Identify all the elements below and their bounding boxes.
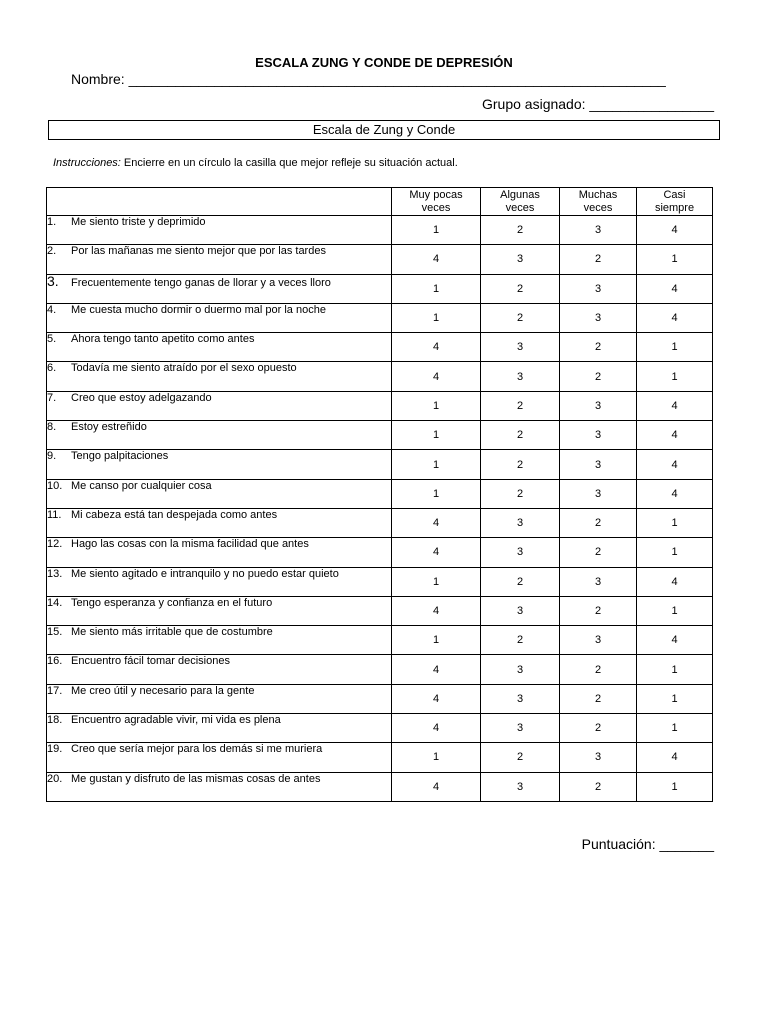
answer-option[interactable]: 2 bbox=[560, 508, 637, 537]
question-cell bbox=[47, 772, 392, 801]
table-header-row bbox=[47, 188, 713, 216]
answer-option[interactable]: 1 bbox=[392, 421, 481, 450]
table-row bbox=[47, 391, 713, 420]
answer-option[interactable]: 3 bbox=[481, 508, 560, 537]
question-text: Tengo palpitaciones bbox=[71, 450, 169, 463]
table-row bbox=[47, 655, 713, 684]
question-cell bbox=[47, 479, 392, 508]
question-number: 2. bbox=[47, 245, 57, 258]
question-cell bbox=[47, 450, 392, 479]
answer-option[interactable]: 3 bbox=[481, 362, 560, 391]
question-number: 16. bbox=[47, 655, 63, 668]
question-text: Encuentro fácil tomar decisiones bbox=[71, 655, 230, 668]
answer-option[interactable]: 1 bbox=[392, 626, 481, 655]
answer-option[interactable]: 2 bbox=[481, 743, 560, 772]
table-row bbox=[47, 538, 713, 567]
answer-option[interactable]: 4 bbox=[392, 596, 481, 625]
instructions-lead: Instrucciones: bbox=[53, 157, 121, 169]
question-cell bbox=[47, 626, 392, 655]
answer-option[interactable]: 3 bbox=[560, 216, 637, 245]
question-cell bbox=[47, 362, 392, 391]
answer-option[interactable]: 4 bbox=[392, 538, 481, 567]
answer-option[interactable]: 1 bbox=[392, 479, 481, 508]
question-text: Todavía me siento atraído por el sexo opuesto bbox=[71, 362, 297, 375]
question-cell bbox=[47, 274, 392, 303]
answer-option[interactable]: 3 bbox=[481, 538, 560, 567]
name-blank[interactable]: _____________________________________________________________________ bbox=[128, 71, 666, 87]
question-number: 13. bbox=[47, 567, 63, 580]
question-text: Encuentro agradable vivir, mi vida es plena bbox=[71, 714, 281, 727]
page-title: ESCALA ZUNG Y CONDE DE DEPRESIÓN bbox=[255, 55, 513, 70]
answer-option[interactable]: 2 bbox=[560, 596, 637, 625]
question-cell bbox=[47, 538, 392, 567]
answer-option[interactable]: 2 bbox=[560, 772, 637, 801]
question-cell bbox=[47, 333, 392, 362]
answer-option[interactable]: 2 bbox=[560, 684, 637, 713]
question-text: Me creo útil y necesario para la gente bbox=[71, 684, 255, 697]
question-number: 17. bbox=[47, 684, 63, 697]
answer-option[interactable]: 1 bbox=[637, 655, 713, 684]
question-text: Me gustan y disfruto de las mismas cosas de antes bbox=[71, 772, 321, 785]
answer-option[interactable]: 2 bbox=[481, 391, 560, 420]
score-field[interactable] bbox=[582, 836, 714, 852]
name-field[interactable] bbox=[71, 71, 666, 87]
answer-option[interactable]: 3 bbox=[481, 333, 560, 362]
question-number: 7. bbox=[47, 391, 57, 404]
question-text: Creo que sería mejor para los demás si me muriera bbox=[71, 743, 323, 756]
question-number: 11. bbox=[47, 508, 62, 521]
answer-option[interactable]: 3 bbox=[481, 655, 560, 684]
answer-option[interactable]: 4 bbox=[392, 772, 481, 801]
group-field[interactable] bbox=[482, 96, 714, 112]
question-text: Me canso por cualquier cosa bbox=[71, 479, 212, 492]
answer-option[interactable]: 2 bbox=[481, 567, 560, 596]
table-row bbox=[47, 684, 713, 713]
answer-option[interactable]: 1 bbox=[392, 391, 481, 420]
table-row bbox=[47, 479, 713, 508]
group-blank[interactable]: ________________ bbox=[589, 96, 714, 112]
answer-option[interactable]: 3 bbox=[560, 567, 637, 596]
table-row bbox=[47, 596, 713, 625]
table-row bbox=[47, 421, 713, 450]
answer-option[interactable]: 4 bbox=[392, 714, 481, 743]
question-cell bbox=[47, 743, 392, 772]
answer-option[interactable]: 1 bbox=[637, 362, 713, 391]
answer-option[interactable]: 2 bbox=[560, 333, 637, 362]
answer-option[interactable]: 1 bbox=[637, 538, 713, 567]
question-cell bbox=[47, 596, 392, 625]
answer-option[interactable]: 3 bbox=[560, 391, 637, 420]
answer-option[interactable]: 3 bbox=[560, 421, 637, 450]
question-number: 14. bbox=[47, 596, 63, 609]
question-number: 1. bbox=[47, 216, 57, 228]
answer-option[interactable]: 2 bbox=[481, 450, 560, 479]
table-row bbox=[47, 216, 713, 245]
table-row bbox=[47, 772, 713, 801]
question-number: 9. bbox=[47, 450, 57, 463]
answer-option[interactable]: 3 bbox=[481, 684, 560, 713]
question-number: 12. bbox=[47, 538, 63, 551]
question-text: Me siento más irritable que de costumbre bbox=[71, 626, 273, 639]
answer-option[interactable]: 1 bbox=[637, 772, 713, 801]
answer-option[interactable]: 1 bbox=[637, 714, 713, 743]
answer-option[interactable]: 1 bbox=[637, 333, 713, 362]
answer-option[interactable]: 1 bbox=[392, 743, 481, 772]
answer-option[interactable]: 3 bbox=[481, 245, 560, 274]
table-row bbox=[47, 743, 713, 772]
answer-option[interactable]: 2 bbox=[560, 245, 637, 274]
name-label: Nombre: bbox=[71, 71, 125, 87]
question-cell bbox=[47, 245, 392, 274]
answer-option[interactable]: 1 bbox=[392, 303, 481, 332]
question-text: Estoy estreñido bbox=[71, 421, 147, 434]
header-blank-cell bbox=[47, 188, 392, 216]
question-text: Creo que estoy adelgazando bbox=[71, 391, 212, 404]
question-number: 10. bbox=[47, 479, 63, 492]
answer-option[interactable]: 3 bbox=[560, 303, 637, 332]
answer-option[interactable]: 2 bbox=[481, 216, 560, 245]
answer-option[interactable]: 1 bbox=[392, 567, 481, 596]
instructions-text: Encierre en un círculo la casilla que mejor refleje su situación actual. bbox=[120, 157, 458, 169]
answer-option[interactable]: 1 bbox=[392, 450, 481, 479]
column-header-muchas-veces: Muchas veces bbox=[560, 188, 637, 216]
answer-option[interactable]: 4 bbox=[392, 245, 481, 274]
answer-option[interactable]: 1 bbox=[637, 245, 713, 274]
answer-option[interactable]: 3 bbox=[560, 274, 637, 303]
question-number: 19. bbox=[47, 743, 63, 756]
question-number: 18. bbox=[47, 714, 63, 727]
survey-table bbox=[46, 187, 713, 802]
answer-option[interactable]: 1 bbox=[637, 684, 713, 713]
question-text: Me siento triste y deprimido bbox=[71, 216, 206, 228]
column-header-casi-siempre: Casi siempre bbox=[637, 188, 713, 216]
question-cell bbox=[47, 567, 392, 596]
survey-body bbox=[47, 216, 713, 802]
answer-option[interactable]: 4 bbox=[392, 684, 481, 713]
table-row bbox=[47, 508, 713, 537]
question-number: 4. bbox=[47, 303, 57, 316]
table-row bbox=[47, 333, 713, 362]
answer-option[interactable]: 4 bbox=[637, 274, 713, 303]
answer-option[interactable]: 4 bbox=[392, 508, 481, 537]
answer-option[interactable]: 4 bbox=[637, 450, 713, 479]
column-header-muy-pocas-veces: Muy pocas veces bbox=[392, 188, 481, 216]
table-row bbox=[47, 303, 713, 332]
table-row bbox=[47, 450, 713, 479]
answer-option[interactable]: 2 bbox=[560, 655, 637, 684]
answer-option[interactable]: 2 bbox=[560, 362, 637, 391]
answer-option[interactable]: 1 bbox=[392, 274, 481, 303]
answer-option[interactable]: 4 bbox=[637, 743, 713, 772]
question-cell bbox=[47, 714, 392, 743]
table-row bbox=[47, 714, 713, 743]
answer-option[interactable]: 3 bbox=[481, 596, 560, 625]
group-label: Grupo asignado: bbox=[482, 96, 586, 112]
score-blank[interactable]: _______ bbox=[659, 836, 714, 852]
answer-option[interactable]: 3 bbox=[481, 714, 560, 743]
answer-option[interactable]: 4 bbox=[392, 333, 481, 362]
question-number: 15. bbox=[47, 626, 63, 639]
question-cell bbox=[47, 655, 392, 684]
answer-option[interactable]: 2 bbox=[481, 479, 560, 508]
question-text: Por las mañanas me siento mejor que por las tardes bbox=[71, 245, 326, 258]
instructions bbox=[53, 157, 458, 169]
answer-option[interactable]: 1 bbox=[392, 216, 481, 245]
question-cell bbox=[47, 684, 392, 713]
answer-option[interactable]: 4 bbox=[637, 391, 713, 420]
question-text: Mi cabeza está tan despejada como antes bbox=[71, 508, 278, 521]
score-label: Puntuación: bbox=[581, 836, 656, 852]
answer-option[interactable]: 4 bbox=[392, 362, 481, 391]
question-cell bbox=[47, 508, 392, 537]
question-number: 6. bbox=[47, 362, 57, 375]
question-text: Me siento agitado e intranquilo y no puedo estar quieto bbox=[71, 567, 339, 580]
question-number: 3. bbox=[47, 272, 59, 289]
scale-title-box: Escala de Zung y Conde bbox=[48, 120, 720, 140]
answer-option[interactable]: 4 bbox=[637, 421, 713, 450]
answer-option[interactable]: 1 bbox=[637, 596, 713, 625]
answer-option[interactable]: 4 bbox=[637, 216, 713, 245]
question-number: 8. bbox=[47, 421, 57, 434]
question-cell bbox=[47, 391, 392, 420]
table-row bbox=[47, 245, 713, 274]
table-row bbox=[47, 626, 713, 655]
answer-option[interactable]: 1 bbox=[637, 508, 713, 537]
column-header-algunas-veces: Algunas veces bbox=[481, 188, 560, 216]
answer-option[interactable]: 3 bbox=[481, 772, 560, 801]
answer-option[interactable]: 2 bbox=[481, 303, 560, 332]
question-cell bbox=[47, 421, 392, 450]
answer-option[interactable]: 2 bbox=[481, 626, 560, 655]
question-text: Ahora tengo tanto apetito como antes bbox=[71, 333, 255, 346]
answer-option[interactable]: 2 bbox=[560, 538, 637, 567]
answer-option[interactable]: 2 bbox=[481, 274, 560, 303]
question-text: Me cuesta mucho dormir o duermo mal por la noche bbox=[71, 303, 326, 316]
answer-option[interactable]: 4 bbox=[637, 303, 713, 332]
answer-option[interactable]: 4 bbox=[637, 567, 713, 596]
question-text: Hago las cosas con la misma facilidad que antes bbox=[71, 538, 309, 551]
answer-option[interactable]: 2 bbox=[481, 421, 560, 450]
table-row bbox=[47, 362, 713, 391]
question-cell bbox=[47, 303, 392, 332]
answer-option[interactable]: 3 bbox=[560, 450, 637, 479]
question-text: Tengo esperanza y confianza en el futuro bbox=[71, 596, 273, 609]
answer-option[interactable]: 2 bbox=[560, 714, 637, 743]
answer-option[interactable]: 3 bbox=[560, 743, 637, 772]
question-number: 5. bbox=[47, 333, 57, 346]
table-row bbox=[47, 567, 713, 596]
answer-option[interactable]: 4 bbox=[392, 655, 481, 684]
question-cell bbox=[47, 216, 392, 245]
question-number: 20. bbox=[47, 772, 63, 785]
answer-option[interactable]: 3 bbox=[560, 479, 637, 508]
answer-option[interactable]: 4 bbox=[637, 479, 713, 508]
answer-option[interactable]: 3 bbox=[560, 626, 637, 655]
table-row bbox=[47, 274, 713, 303]
answer-option[interactable]: 4 bbox=[637, 626, 713, 655]
question-text: Frecuentemente tengo ganas de llorar y a veces lloro bbox=[71, 276, 331, 289]
